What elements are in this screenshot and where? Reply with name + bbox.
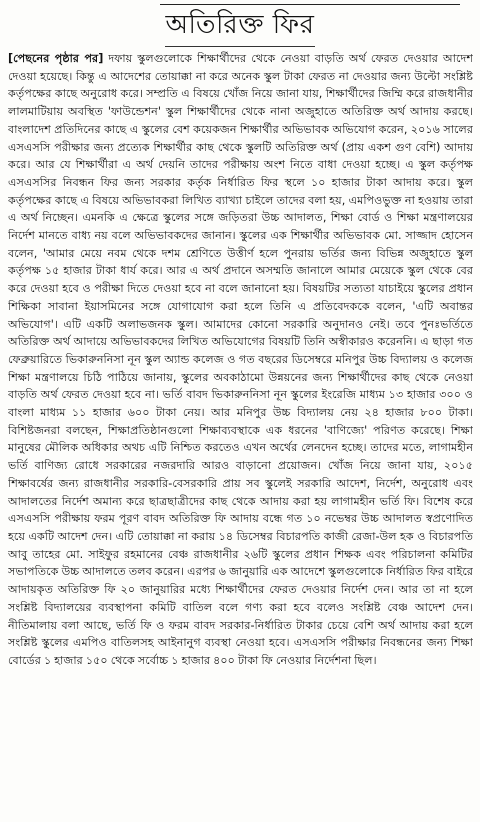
article-body: [8, 50, 473, 818]
headline-underline: [165, 46, 315, 47]
article-headline: অতিরিক্ত ফির: [165, 10, 315, 40]
headline-container: [0, 6, 480, 46]
continued-marker: [পেছনের পৃষ্ঠার পর]: [8, 52, 104, 65]
article-body-text: দফায় স্কুলগুলোকে শিক্ষার্থীদের থেকে নেওয়া বাড়তি অর্থ ফেরত দেওয়ার আদেশ দেওয়া হয়েছে। কিন্তু এ আদেশের তোয়াক্কা না করে অনেক স্কুল টাকা ফেরত না দেওয়ার জন্য উল্টো সংশ্লিষ্ট কর্তৃপক্ষের কাছে অনুরোধ করে। সম্প্রতি এ বিষয়ে খোঁজ নিয়ে জানা যায়, শিক্ষার্থীদের জিম্মি করে রাজধানীর লালমাটিয়ায় অবস্থিত 'ফাউন্ডেশন' স্কুল শিক্ষার্থীদের থেকে নানা অজুহাতে অতিরিক্ত অর্থ আদায় করছে। বাংলাদেশ প্রতিদিনের কাছে এ স্কুলের বেশ কয়েকজন শিক্ষার্থীর অভিভাবক অভিযোগ করেন, ২০১৬ সালের এসএসসি পরীক্ষার জন্য প্রত্যেক শিক্ষার্থীর কাছ থেকে স্কুলটি অতিরিক্ত অর্থ (প্রায় একশ গুণ বেশি) আদায় করে। আর যে শিক্ষার্থীরা এ অর্থ দেয়নি তাদের পরীক্ষায় অংশ নিতে বাধা দেওয়া হচ্ছে। এ স্কুল কর্তৃপক্ষ এসএসসির নিবন্ধন ফির জন্য সরকার কর্তৃক নির্ধারিত ফির স্থলে ১০ হাজার টাকা আদায় করে। স্কুল কর্তৃপক্ষের কাছে এ বিষয়ে অভিভাবকরা লিখিত ব্যাখ্যা চাইলে তাদের বলা হয়, এমপিওভুক্ত না হওয়ায় তারা এ অর্থ নিচ্ছেন। এমনকি এ ক্ষেত্রে স্কুলের সঙ্গে জড়িতরা উচ্চ আদালত, শিক্ষা বোর্ড ও শিক্ষা মন্ত্রণালয়ের নির্দেশ মানতে বাধ্য নয় বলে অভিভাবকদের জানান। স্কুলের এক শিক্ষার্থীর অভিভাবক মো. সাজ্জাদ হোসেন বলেন, 'আমার মেয়ে নবম থেকে দশম শ্রেণিতে উত্তীর্ণ হলে পুনরায় ভর্তির জন্য বিভিন্ন অজুহাতে স্কুল কর্তৃপক্ষ ১৫ হাজার টাকা ধার্য করে। আর এ অর্থ প্রদানে অসম্মতি জানালে আমার মেয়েকে স্কুল থেকে বের করে দেওয়া হবে ও পরীক্ষা দিতে দেওয়া হবে না বলে জানানো হয়। বিষয়টির সত্যতা যাচাইয়ে স্কুলের প্রধান শিক্ষিকা সাবানা ইয়াসমিনের সঙ্গে যোগাযোগ করা হলে তিনি এ প্রতিবেদককে বলেন, 'এটি অবান্তর অভিযোগ'। এটি একটি অলাভজনক স্কুল। আমাদের কোনো সরকারি অনুদানও নেই। তবে পুনঃভর্তিতে অতিরিক্ত অর্থ আদায়ে অভিভাবকদের লিখিত অভিযোগের বিষয়টি তিনি অস্বীকারও করেননি। এ ছাড়া গত ফেব্রুয়ারিতে ভিকারুননিসা নূন স্কুল অ্যান্ড কলেজ ও গত বছরের ডিসেম্বরে মনিপুর উচ্চ বিদ্যালয় ও কলেজ শিক্ষা মন্ত্রণালয়ে চিঠি পাঠিয়ে জানায়, স্কুলের অবকাঠামো উন্নয়নের জন্য শিক্ষার্থীদের কাছ থেকে নেওয়া বাড়তি অর্থ ফেরত দেওয়া হবে না। ভর্তি বাবদ ভিকারুননিসা নূন স্কুলের ইংরেজি মাধ্যম ১৩ হাজার ৩০০ ও বাংলা মাধ্যম ১১ হাজার ৬০০ টাকা নেয়। আর মনিপুর উচ্চ বিদ্যালয় নেয় ২৪ হাজার ৮০০ টাকা। বিশিষ্টজনরা বলছেন, শিক্ষাপ্রতিষ্ঠানগুলো শিক্ষাব্যবস্থাকে এক ধরনের 'বাণিজ্যে' পরিণত করেছে। শিক্ষা মানুষের মৌলিক অধিকার অথচ এটি নিশ্চিত করতেও এখন অর্থের লেনদেন হচ্ছে। তাদের মতে, লাগামহীন ভর্তি বাণিজ্য রোধে সরকারের নজরদারি আরও বাড়ানো প্রয়োজন। খোঁজ নিয়ে জানা যায়, ২০১৫ শিক্ষাবর্ষের জন্য রাজধানীর সরকারি-বেসরকারি প্রায় সব স্কুলেই সরকারি আদেশ, নির্দেশ, অনুরোধ এবং আদালতের নির্দেশ অমান্য করে ছাত্রছাত্রীদের কাছ থেকে আদায় করা হয় লাগামহীন ভর্তি ফি। বিশেষ করে এসএসসি পরীক্ষায় ফরম পূরণ বাবদ অতিরিক্ত ফি আদায় বন্ধে গত ১০ নভেম্বর উচ্চ আদালত স্বপ্রণোদিত হয়ে একটি আদেশ দেন। এটি তোয়াক্কা না করায় ১৪ ডিসেম্বর বিচারপতি কাজী রেজা-উল হক ও বিচারপতি আবু তাহের মো. সাইফুর রহমানের বেঞ্চ রাজধানীর ২৬টি স্কুলের প্রধান শিক্ষক এবং পরিচালনা কমিটির সভাপতিকে উচ্চ আদালতে তলব করেন। এরপর ৬ জানুয়ারি এক আদেশে স্কুলগুলোকে নির্ধারিত ফির বাইরে আদায়কৃত অতিরিক্ত ফি ২০ জানুয়ারির মধ্যে শিক্ষার্থীদের ফেরত দেওয়ার নির্দেশ দেন। আর তা না হলে সংশ্লিষ্ট বিদ্যালয়ের ব্যবস্থাপনা কমিটি বাতিল বলে গণ্য করা হবে বলেও সংশ্লিষ্ট বেঞ্চ আদেশ দেন। নীতিমালায় বলা আছে, ভর্তি ফি ও ফরম বাবদ সরকার-নির্ধারিত টাকার চেয়ে বেশি অর্থ আদায় করা হলে সংশ্লিষ্ট স্কুলের এমপিও বাতিলসহ আইনানুগ ব্যবস্থা নেওয়া হবে। এসএসসি পরীক্ষার নিবন্ধনের জন্য শিক্ষা বোর্ডের ১ হাজার ১৫০ থেকে সর্বোচ্চ ১ হাজার ৪০০ টাকা ফি নেওয়ার নির্দেশনা ছিল।: [8, 52, 473, 667]
